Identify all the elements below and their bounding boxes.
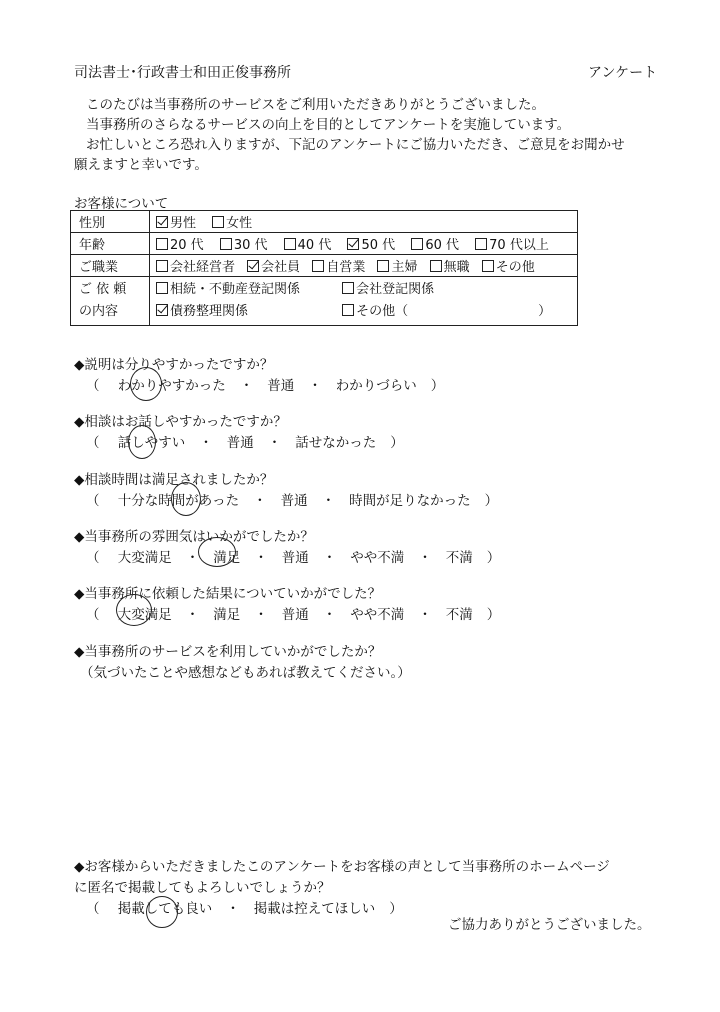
paren-close: ） <box>486 607 501 623</box>
gender-option-female[interactable] <box>212 212 252 231</box>
checkbox-icon[interactable] <box>475 238 487 250</box>
checkbox-icon[interactable] <box>482 260 494 272</box>
occupation-label: ご職業 <box>71 255 150 277</box>
intro-line-3: お忙しいところ恐れ入りますが、下記のアンケートにご協力いただき、ご意見をお聞かせ <box>86 137 625 153</box>
doc-type-label: アンケート <box>588 65 658 81</box>
publish-answer-row <box>86 897 403 917</box>
occupation-option-exec[interactable] <box>156 256 235 275</box>
separator: ・ <box>199 435 213 451</box>
intro-line-4: 願えますと幸いです。 <box>74 157 208 173</box>
intro-line-2: 当事務所のさらなるサービスの向上を目的としてアンケートを実施しています。 <box>86 117 571 133</box>
age-option-50[interactable] <box>347 234 395 253</box>
paren-open: （ <box>86 901 100 917</box>
age-option-30[interactable] <box>220 234 268 253</box>
choice-hard[interactable]: わかりづらい <box>335 378 417 394</box>
paren-open: （ <box>86 493 100 509</box>
paren-open: （ <box>86 607 100 623</box>
option-text: 相続・不動産登記関係 <box>170 282 301 297</box>
checkbox-icon[interactable] <box>284 238 296 250</box>
checkbox-icon[interactable] <box>430 260 442 272</box>
choice-normal[interactable]: 普通 <box>280 493 308 509</box>
question-6: ◆当事務所のサービスを利用していかがでしたか？ <box>74 644 382 660</box>
occupation-row <box>71 255 578 277</box>
option-text: 50 代 <box>361 238 396 253</box>
checkbox-checked-icon[interactable] <box>156 304 168 316</box>
age-option-60[interactable] <box>411 234 459 253</box>
paren-open: （ <box>86 435 100 451</box>
checkbox-icon[interactable] <box>212 216 224 228</box>
request-label <box>71 277 150 326</box>
separator: ・ <box>418 607 432 623</box>
request-row <box>71 277 578 326</box>
paren-close: ） <box>486 550 501 566</box>
question-3: ◆相談時間は満足されましたか？ <box>74 472 274 488</box>
option-text: その他（ <box>356 304 409 319</box>
selection-circle-publish <box>146 896 178 928</box>
choice-dissatisfied[interactable]: 不満 <box>445 607 473 623</box>
customer-section-label: お客様について <box>74 196 169 212</box>
question-1: ◆説明は分りやすかったですか？ <box>74 357 274 373</box>
intro-line-1: このたびは当事務所のサービスをご利用いただきありがとうございました。 <box>86 97 545 113</box>
paren-close: ） <box>390 435 404 451</box>
checkbox-icon[interactable] <box>220 238 232 250</box>
option-text: 主婦 <box>391 260 418 275</box>
separator: ・ <box>322 607 337 623</box>
separator: ・ <box>254 550 268 566</box>
separator: ・ <box>226 901 240 917</box>
option-text: 40 代 <box>297 238 332 253</box>
paren-close: ） <box>484 493 499 509</box>
request-label-line1: ご 依 頼 <box>79 282 127 297</box>
option-text: 会社登記関係 <box>356 282 435 297</box>
checkbox-icon[interactable] <box>377 260 389 272</box>
choice-normal[interactable]: 普通 <box>226 435 254 451</box>
option-text: 30 代 <box>233 238 268 253</box>
office-name: 司法書士･行政書士和田正俊事務所 <box>74 65 291 81</box>
option-text: 会社員 <box>261 260 301 275</box>
separator: ・ <box>308 378 322 394</box>
option-text: 会社経営者 <box>170 260 236 275</box>
option-text: 女性 <box>226 216 253 231</box>
answer-row-4 <box>86 546 500 566</box>
choice-very-satisfied[interactable]: 大変満足 <box>117 550 172 566</box>
separator: ・ <box>418 550 432 566</box>
age-options <box>150 233 578 255</box>
gender-option-male[interactable] <box>156 212 196 231</box>
separator: ・ <box>254 607 268 623</box>
choice-very-satisfied[interactable]: 大変満足 <box>117 607 172 623</box>
checkbox-icon[interactable] <box>342 282 354 294</box>
selection-circle-3 <box>171 482 201 516</box>
age-option-40[interactable] <box>284 234 332 253</box>
choice-normal[interactable]: 普通 <box>281 607 309 623</box>
checkbox-checked-icon[interactable] <box>156 216 168 228</box>
checkbox-icon[interactable] <box>156 260 168 272</box>
option-text: ） <box>538 304 552 319</box>
age-label: 年齢 <box>71 233 150 255</box>
choice-easy[interactable]: わかりやすかった <box>117 378 226 394</box>
answer-row-3 <box>86 489 498 509</box>
checkbox-checked-icon[interactable] <box>247 260 259 272</box>
option-text: 自営業 <box>326 260 366 275</box>
separator: ・ <box>239 378 254 394</box>
selection-circle-4 <box>198 537 236 567</box>
option-text: 無職 <box>443 260 470 275</box>
free-comment-note: （気づいたことや感想などもあれば教えてください。） <box>80 665 411 681</box>
checkbox-icon[interactable] <box>156 238 168 250</box>
paren-open: （ <box>86 378 100 394</box>
paren-close: ） <box>430 378 445 394</box>
separator: ・ <box>321 493 336 509</box>
choice-slightly-dissatisfied[interactable]: やや不満 <box>350 607 405 623</box>
separator: ・ <box>185 607 200 623</box>
request-option-inheritance[interactable] <box>156 279 326 301</box>
checkbox-icon[interactable] <box>342 304 354 316</box>
request-label-line2: の内容 <box>79 304 119 319</box>
separator: ・ <box>185 550 200 566</box>
customer-table <box>70 210 578 326</box>
option-text: 20 代 <box>170 238 204 253</box>
free-comment-area[interactable] <box>74 685 654 845</box>
option-text: その他 <box>495 260 535 275</box>
paren-open: （ <box>86 550 100 566</box>
occupation-option-self[interactable] <box>312 256 365 275</box>
selection-circle-5 <box>116 594 152 626</box>
choice-easy-talk[interactable]: 話しやすい <box>117 435 186 451</box>
paren-close: ） <box>389 901 403 917</box>
choice-enough-time[interactable]: 十分な時間があった <box>117 493 240 509</box>
age-option-70plus[interactable] <box>475 234 549 253</box>
request-options <box>150 277 578 326</box>
option-text: 60 代 <box>425 238 459 253</box>
choice-not-enough-time[interactable]: 時間が足りなかった <box>349 493 471 509</box>
selection-circle-2 <box>128 425 156 459</box>
checkbox-icon[interactable] <box>156 282 168 294</box>
choice-normal[interactable]: 普通 <box>281 550 309 566</box>
option-text: 70 代以上 <box>489 238 549 253</box>
choice-normal[interactable]: 普通 <box>267 378 295 394</box>
occupation-option-employee[interactable] <box>247 256 300 275</box>
checkbox-icon[interactable] <box>411 238 423 250</box>
option-text: 男性 <box>170 216 197 231</box>
separator: ・ <box>322 550 337 566</box>
occupation-options <box>150 255 578 277</box>
publish-question-line1: ◆お客様からいただきましたこのアンケートをお客様の声として当事務所のホームページ <box>74 859 610 875</box>
occupation-option-housewife[interactable] <box>377 256 417 275</box>
checkbox-checked-icon[interactable] <box>347 238 359 250</box>
choice-publish-ok[interactable]: 掲載しても良い <box>117 901 213 917</box>
question-4: ◆当事務所の雰囲気はいかがでしたか？ <box>74 529 314 545</box>
age-row <box>71 233 578 255</box>
option-text: 債務整理関係 <box>170 304 249 319</box>
choice-hard-talk[interactable]: 話せなかった <box>295 435 377 451</box>
occupation-option-other[interactable] <box>482 256 535 275</box>
gender-row <box>71 211 578 233</box>
gender-options <box>150 211 578 233</box>
choice-slightly-dissatisfied[interactable]: やや不満 <box>350 550 405 566</box>
checkbox-icon[interactable] <box>312 260 324 272</box>
closing-message: ご協力ありがとうございました。 <box>448 917 651 933</box>
choice-satisfied[interactable]: 満足 <box>213 607 241 623</box>
separator: ・ <box>253 493 267 509</box>
choice-publish-no[interactable]: 掲載は控えてほしい <box>253 901 376 917</box>
request-option-debt[interactable] <box>156 301 326 323</box>
choice-dissatisfied[interactable]: 不満 <box>445 550 473 566</box>
choice-satisfied[interactable]: 満足 <box>213 550 241 566</box>
question-2: ◆相談はお話しやすかったですか？ <box>74 414 287 430</box>
publish-question-line2: に匿名で掲載してもよろしいでしょうか？ <box>74 880 331 896</box>
request-option-other[interactable] <box>342 301 551 323</box>
age-option-20[interactable] <box>156 234 204 253</box>
occupation-option-unemployed[interactable] <box>430 256 470 275</box>
request-option-company[interactable] <box>342 279 434 301</box>
selection-circle-1 <box>130 367 162 401</box>
question-5: ◆当事務所に依頼した結果についていかがでした？ <box>74 586 382 602</box>
separator: ・ <box>267 435 282 451</box>
gender-label: 性別 <box>71 211 150 233</box>
